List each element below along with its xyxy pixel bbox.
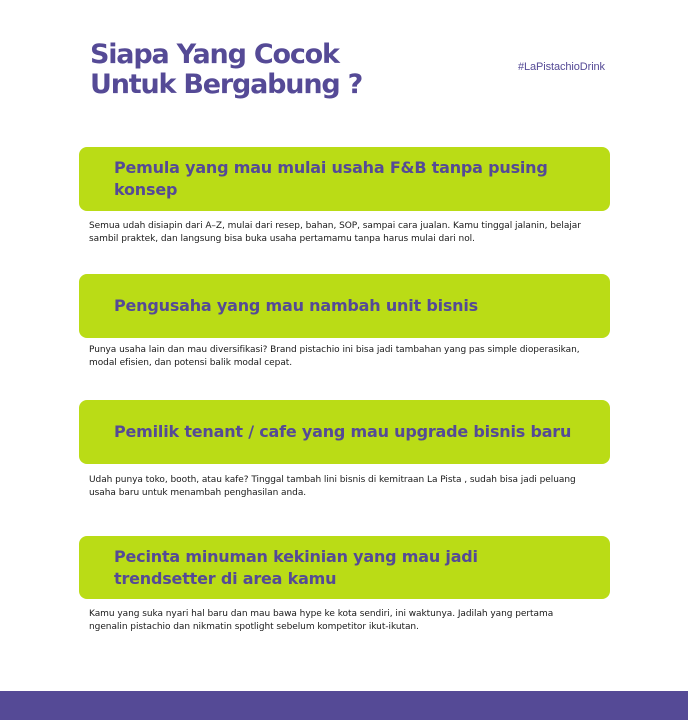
card-description: Semua udah disiapin dari A–Z, mulai dari resep, bahan, SOP, sampai cara jualan. Kamu tinggal jalanin, belajar sambil praktek, dan langsung bisa buka usaha pertamamu tanpa harus mulai dari nol. xyxy=(89,221,581,244)
footer-bar xyxy=(0,691,688,720)
card-description: Kamu yang suka nyari hal baru dan mau bawa hype ke kota sendiri, ini waktunya. Jadilah yang pertama ngenalin pistachio dan nikmatin spotlight sebelum kompetitor ikut-ikutan. xyxy=(89,609,554,632)
audience-card-entrepreneur xyxy=(79,274,610,338)
audience-card-trendsetter xyxy=(79,536,610,599)
audience-card-tenant-owner xyxy=(79,400,610,464)
card-heading: Pemula yang mau mulai usaha F&B tanpa pusing konsep xyxy=(114,158,548,199)
page-title-line-1: Siapa Yang Cocok xyxy=(90,39,339,70)
audience-card-beginner xyxy=(79,147,610,211)
card-heading: Pemilik tenant / cafe yang mau upgrade bisnis baru xyxy=(114,422,572,441)
page-title xyxy=(90,40,362,100)
card-description: Udah punya toko, booth, atau kafe? Tinggal tambah lini bisnis di kemitraan La Pista , sudah bisa jadi peluang usaha baru untuk menambah penghasilan anda. xyxy=(89,475,576,498)
card-heading: Pengusaha yang mau nambah unit bisnis xyxy=(114,296,478,315)
card-description: Punya usaha lain dan mau diversifikasi? Brand pistachio ini bisa jadi tambahan yang pas simple dioperasikan, modal efisien, dan potensi balik modal cepat. xyxy=(89,345,580,368)
card-heading: Pecinta minuman kekinian yang mau jadi trendsetter di area kamu xyxy=(114,546,478,588)
hashtag-label: #LaPistachioDrink xyxy=(518,61,605,73)
page-title-line-2: Untuk Bergabung ? xyxy=(90,69,363,100)
